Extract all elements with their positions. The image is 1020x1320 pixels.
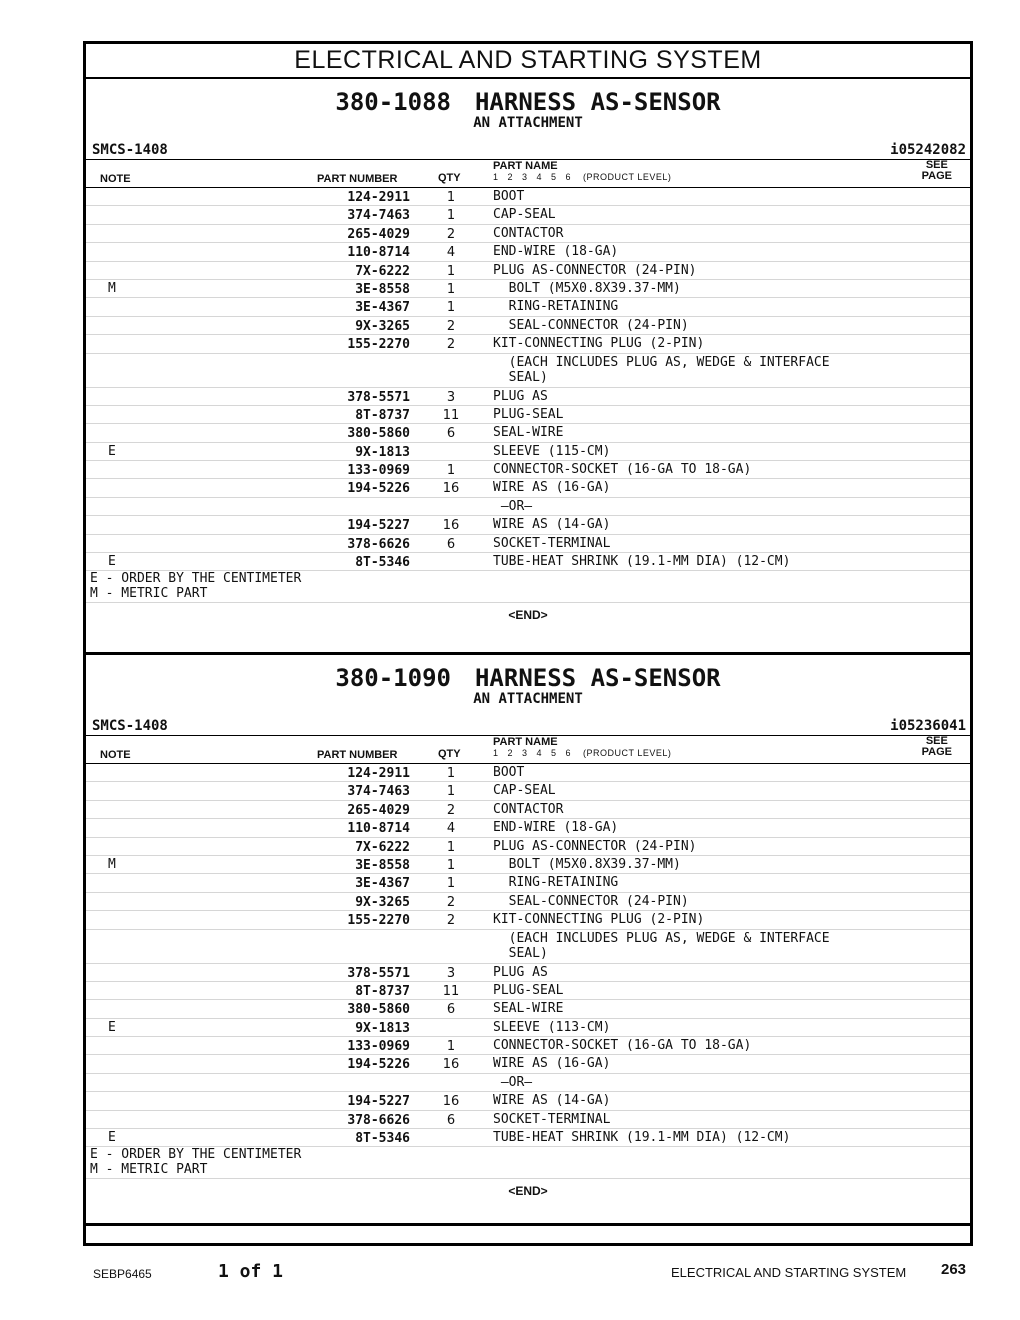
part-number-cell: 9X-3265 xyxy=(355,894,410,910)
smcs-code: SMCS-1408 xyxy=(92,142,168,158)
qty-cell: 4 xyxy=(446,821,456,837)
qty-cell: 1 xyxy=(446,766,456,781)
part-number-cell: 380-5860 xyxy=(347,1002,410,1018)
qty-cell: 16 xyxy=(442,481,460,497)
table-row xyxy=(86,893,970,911)
part-name-cell: CONNECTOR-SOCKET (16-GA TO 18-GA) xyxy=(493,1038,752,1054)
qty-cell: 1 xyxy=(446,839,456,855)
note-cell: E xyxy=(108,1130,116,1146)
part-number-cell: 378-5571 xyxy=(347,965,410,981)
smcs-code: SMCS-1408 xyxy=(92,718,168,734)
section-title: HARNESS AS-SENSOR xyxy=(474,664,721,692)
part-name-cell: RING-RETAINING xyxy=(493,299,619,315)
part-name-cell: SLEEVE (113-CM) xyxy=(493,1019,611,1035)
table-row xyxy=(86,782,970,800)
qty-cell: 16 xyxy=(442,1094,460,1110)
end-marker: <END> xyxy=(508,1184,548,1199)
qty-cell: 2 xyxy=(446,913,456,929)
header-note: NOTE xyxy=(100,173,131,185)
part-number-cell: 133-0969 xyxy=(347,1039,410,1055)
qty-cell: 1 xyxy=(446,281,456,297)
qty-cell: 2 xyxy=(446,226,456,242)
part-number-cell: 8T-8737 xyxy=(355,983,410,999)
table-row xyxy=(86,206,970,224)
part-name-cell: SOCKET-TERMINAL xyxy=(493,1111,611,1127)
qty-cell: 3 xyxy=(446,965,456,981)
section-heading xyxy=(86,79,970,115)
part-name-cell: KIT-CONNECTING PLUG (2-PIN) xyxy=(493,336,705,352)
illustration-id: i05242082 xyxy=(890,142,966,158)
note-cell: E xyxy=(108,1019,116,1035)
table-row xyxy=(86,553,970,571)
part-name-cell: PLUG AS-CONNECTOR (24-PIN) xyxy=(493,262,697,278)
part-name-cell: SOCKET-TERMINAL xyxy=(493,535,611,551)
qty-cell: 1 xyxy=(446,876,456,892)
qty-cell: 11 xyxy=(442,983,460,999)
harness-section-2 xyxy=(86,655,970,1226)
header-page: PAGE xyxy=(921,746,952,758)
table-row xyxy=(86,911,970,929)
parts-table xyxy=(86,188,970,571)
harness-section-1 xyxy=(86,79,970,655)
part-name-cell: CAP-SEAL xyxy=(493,207,556,223)
header-page: PAGE xyxy=(921,170,952,182)
qty-cell: 6 xyxy=(446,1112,456,1128)
table-row xyxy=(86,354,970,388)
note-cell: E xyxy=(108,554,116,570)
page-of: 1 of 1 xyxy=(218,1261,284,1282)
part-number-cell: 194-5226 xyxy=(347,1057,410,1073)
part-number-cell: 3E-8558 xyxy=(355,857,410,873)
qty-cell: 16 xyxy=(442,518,460,534)
header-part-number: PART NUMBER xyxy=(317,749,398,761)
part-name-cell: WIRE AS (14-GA) xyxy=(493,1093,611,1109)
table-row xyxy=(86,262,970,280)
part-number-cell: 8T-5346 xyxy=(355,555,410,571)
part-name-cell: SEAL-CONNECTOR (24-PIN) xyxy=(493,317,689,333)
part-name-cell: SEAL-CONNECTOR (24-PIN) xyxy=(493,893,689,909)
part-name-cell: —OR— xyxy=(493,498,533,514)
part-number-cell: 110-8714 xyxy=(347,245,410,261)
part-name-cell: PLUG AS xyxy=(493,964,548,980)
qty-cell: 1 xyxy=(446,300,456,316)
table-row xyxy=(86,819,970,837)
column-header xyxy=(86,159,970,188)
table-row xyxy=(86,298,970,316)
part-name-cell: CONTACTOR xyxy=(493,225,564,241)
part-name-cell: PLUG-SEAL xyxy=(493,406,564,422)
header-see: SEE xyxy=(925,159,948,171)
table-row xyxy=(86,801,970,819)
footnote: M - METRIC PART xyxy=(90,1162,208,1178)
qty-cell: 11 xyxy=(442,407,460,423)
qty-cell: 1 xyxy=(446,208,456,224)
footnote: E - ORDER BY THE CENTIMETER xyxy=(90,1147,302,1163)
table-row xyxy=(86,461,970,479)
part-name-cell: PLUG AS-CONNECTOR (24-PIN) xyxy=(493,838,697,854)
table-row xyxy=(86,1111,970,1129)
part-name-cell: BOOT xyxy=(493,765,525,780)
part-name-cell: BOLT (M5X0.8X39.37-MM) xyxy=(493,280,681,296)
footer-system: ELECTRICAL AND STARTING SYSTEM xyxy=(671,1265,907,1280)
header-part-name: PART NAME xyxy=(493,160,558,172)
qty-cell: 2 xyxy=(446,318,456,334)
footnote: E - ORDER BY THE CENTIMETER xyxy=(90,571,302,587)
part-name-cell: BOOT xyxy=(493,189,525,204)
header-product-levels: 1 2 3 4 5 6 (PRODUCT LEVEL) xyxy=(493,748,672,758)
part-name-cell: (EACH INCLUDES PLUG AS, WEDGE & INTERFACE SEAL) xyxy=(508,930,830,961)
part-name-cell: PLUG AS xyxy=(493,388,548,404)
part-number-cell: 7X-6222 xyxy=(355,263,410,279)
header-see-page xyxy=(922,160,952,182)
table-row xyxy=(86,1074,970,1092)
part-number-cell: 374-7463 xyxy=(347,208,410,224)
qty-cell: 4 xyxy=(446,245,456,261)
qty-cell: 16 xyxy=(442,1057,460,1073)
part-number-cell: 133-0969 xyxy=(347,463,410,479)
qty-cell: 1 xyxy=(446,857,456,873)
section-subtitle: AN ATTACHMENT xyxy=(473,115,583,131)
part-name-cell: PLUG-SEAL xyxy=(493,982,564,998)
page-footer xyxy=(0,1255,1020,1295)
section-heading xyxy=(86,655,970,691)
table-row xyxy=(86,243,970,261)
smcs-row xyxy=(86,707,970,735)
header-note: NOTE xyxy=(100,749,131,761)
part-number-cell: 378-5571 xyxy=(347,389,410,405)
part-number-cell: 155-2270 xyxy=(347,913,410,929)
section-part-number: 380-1090 xyxy=(335,664,451,692)
table-row xyxy=(86,1055,970,1073)
table-row xyxy=(86,516,970,534)
part-number-cell: 110-8714 xyxy=(347,821,410,837)
part-name-cell: CONTACTOR xyxy=(493,801,564,817)
qty-cell: 1 xyxy=(446,190,456,205)
part-name-cell: (EACH INCLUDES PLUG AS, WEDGE & INTERFACE SEAL) xyxy=(508,354,830,385)
part-name-cell: WIRE AS (16-GA) xyxy=(493,1056,611,1072)
note-cell: M xyxy=(108,280,116,296)
part-number-cell: 124-2911 xyxy=(347,766,410,781)
table-row xyxy=(86,335,970,353)
table-row xyxy=(86,930,970,964)
part-number-cell: 194-5226 xyxy=(347,481,410,497)
part-number-cell: 8T-5346 xyxy=(355,1131,410,1147)
part-number-cell: 378-6626 xyxy=(347,536,410,552)
part-number-cell: 265-4029 xyxy=(347,802,410,818)
part-number-cell: 380-5860 xyxy=(347,426,410,442)
table-row xyxy=(86,856,970,874)
part-name-cell: BOLT (M5X0.8X39.37-MM) xyxy=(493,856,681,872)
table-row xyxy=(86,479,970,497)
qty-cell: 2 xyxy=(446,802,456,818)
part-number-cell: 7X-6222 xyxy=(355,839,410,855)
system-title: ELECTRICAL AND STARTING SYSTEM xyxy=(86,44,970,79)
qty-cell: 2 xyxy=(446,337,456,353)
note-cell: E xyxy=(108,443,116,459)
doc-number: SEBP6465 xyxy=(93,1267,152,1281)
part-number-cell: 9X-1813 xyxy=(355,1020,410,1036)
qty-cell: 1 xyxy=(446,263,456,279)
header-see-page xyxy=(922,736,952,758)
table-row xyxy=(86,498,970,516)
table-row xyxy=(86,764,970,782)
qty-cell: 1 xyxy=(446,463,456,479)
table-row xyxy=(86,838,970,856)
header-product-levels: 1 2 3 4 5 6 (PRODUCT LEVEL) xyxy=(493,172,672,182)
table-row xyxy=(86,317,970,335)
column-header xyxy=(86,735,970,764)
part-number-cell: 9X-3265 xyxy=(355,318,410,334)
table-row xyxy=(86,1129,970,1147)
table-row xyxy=(86,388,970,406)
header-qty: QTY xyxy=(438,748,461,760)
table-row xyxy=(86,1000,970,1018)
illustration-id: i05236041 xyxy=(890,718,966,734)
qty-cell: 6 xyxy=(446,536,456,552)
header-qty: QTY xyxy=(438,172,461,184)
table-row xyxy=(86,443,970,461)
part-number-cell: 155-2270 xyxy=(347,337,410,353)
table-row xyxy=(86,1092,970,1110)
qty-cell: 2 xyxy=(446,894,456,910)
table-row xyxy=(86,982,970,1000)
part-name-cell: KIT-CONNECTING PLUG (2-PIN) xyxy=(493,912,705,928)
section-subtitle: AN ATTACHMENT xyxy=(473,691,583,707)
part-name-cell: WIRE AS (16-GA) xyxy=(493,480,611,496)
table-row xyxy=(86,188,970,206)
part-name-cell: SEAL-WIRE xyxy=(493,1001,564,1017)
part-number-cell: 378-6626 xyxy=(347,1112,410,1128)
table-row xyxy=(86,424,970,442)
part-name-cell: TUBE-HEAT SHRINK (19.1-MM DIA) (12-CM) xyxy=(493,1130,791,1146)
catalog-page-frame xyxy=(83,41,973,1246)
part-number-cell: 3E-4367 xyxy=(355,300,410,316)
part-number-cell: 194-5227 xyxy=(347,1094,410,1110)
header-see: SEE xyxy=(925,735,948,747)
qty-cell: 1 xyxy=(446,784,456,800)
section-title: HARNESS AS-SENSOR xyxy=(474,88,721,116)
table-row xyxy=(86,535,970,553)
qty-cell: 3 xyxy=(446,389,456,405)
part-name-cell: CONNECTOR-SOCKET (16-GA TO 18-GA) xyxy=(493,462,752,478)
footnotes xyxy=(86,1147,970,1179)
part-name-cell: RING-RETAINING xyxy=(493,875,619,891)
qty-cell: 6 xyxy=(446,426,456,442)
table-row xyxy=(86,280,970,298)
page-number: 263 xyxy=(941,1261,967,1278)
table-row xyxy=(86,964,970,982)
footnote: M - METRIC PART xyxy=(90,586,208,602)
part-number-cell: 124-2911 xyxy=(347,190,410,205)
part-number-cell: 265-4029 xyxy=(347,226,410,242)
end-marker: <END> xyxy=(508,608,548,623)
part-name-cell: SEAL-WIRE xyxy=(493,425,564,441)
table-row xyxy=(86,874,970,892)
section-part-number: 380-1088 xyxy=(335,88,451,116)
part-name-cell: END-WIRE (18-GA) xyxy=(493,820,619,836)
table-row xyxy=(86,406,970,424)
part-name-cell: TUBE-HEAT SHRINK (19.1-MM DIA) (12-CM) xyxy=(493,554,791,570)
part-name-cell: SLEEVE (115-CM) xyxy=(493,443,611,459)
header-part-name: PART NAME xyxy=(493,736,558,748)
smcs-row xyxy=(86,131,970,159)
qty-cell: 6 xyxy=(446,1002,456,1018)
part-number-cell: 3E-4367 xyxy=(355,876,410,892)
table-row xyxy=(86,1019,970,1037)
part-number-cell: 3E-8558 xyxy=(355,281,410,297)
part-name-cell: CAP-SEAL xyxy=(493,783,556,799)
part-number-cell: 374-7463 xyxy=(347,784,410,800)
parts-table xyxy=(86,764,970,1147)
header-part-number: PART NUMBER xyxy=(317,173,398,185)
table-row xyxy=(86,225,970,243)
part-number-cell: 9X-1813 xyxy=(355,444,410,460)
qty-cell: 1 xyxy=(446,1039,456,1055)
footnotes xyxy=(86,571,970,603)
part-name-cell: END-WIRE (18-GA) xyxy=(493,244,619,260)
part-name-cell: —OR— xyxy=(493,1074,533,1090)
part-number-cell: 194-5227 xyxy=(347,518,410,534)
part-name-cell: WIRE AS (14-GA) xyxy=(493,517,611,533)
table-row xyxy=(86,1037,970,1055)
note-cell: M xyxy=(108,856,116,872)
part-number-cell: 8T-8737 xyxy=(355,407,410,423)
